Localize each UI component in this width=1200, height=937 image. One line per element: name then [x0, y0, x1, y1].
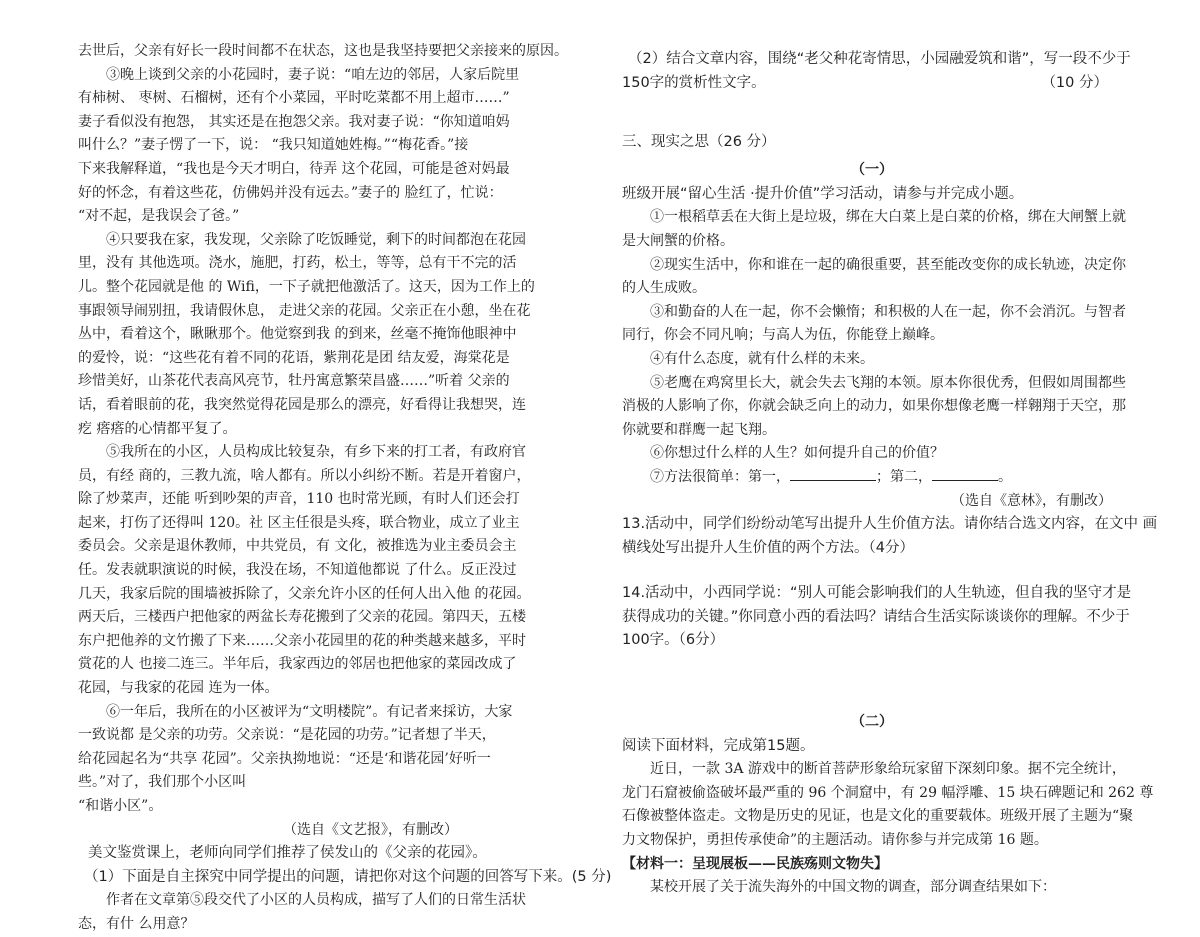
essay-line: 委员会。父亲是退休教师，中共党员，有 文化，被推选为业主委员会主 — [78, 538, 517, 555]
essay-line: 好的怀念，有着这些花，仿佛妈并没有远去。”妻子的 脸红了，忙说： — [78, 184, 503, 201]
material-line: 的人生成败。 — [622, 280, 706, 297]
essay-line: 任。发表就职演说的时候，我没在场，不知道他都说 了什么。反正没过 — [78, 562, 517, 579]
question-14-line3: 100字。（6分） — [622, 632, 725, 649]
question-2-text: 150字的赏析性文字。 — [622, 74, 766, 91]
question-14-line1: 14.活动中，小西同学说：“别人可能会影响我们的人生轨迹，但自我的坚守才是 — [622, 585, 1132, 602]
part-1-heading: （一） — [851, 162, 893, 179]
essay-line: 叫什么？”妻子愣了一下，说： “我只知道她姓梅。”“梅花香。”接 — [78, 137, 469, 154]
essay-line: 些。”对了，我们那个小区叫 — [78, 774, 247, 791]
news-line: 力文物保护，勇担传承使命”的主题活动。请你参与并完成第 16 题。 — [622, 832, 1048, 849]
essay-line: ⑥一年后，我所在的小区被评为“文明楼院”。有记者来採访，大家 — [106, 703, 513, 720]
news-body — [622, 758, 1154, 852]
question-14-line2: 获得成功的关键。”你同意小西的看法吗？请结合生活实际谈谈你的理解。不少于 — [622, 608, 1130, 625]
question-1: （1）下面是自主探究中同学提出的问题，请把你对这个问题的回答写下来。(5 分) — [84, 868, 612, 885]
question-2-line1: （2）结合文章内容，围绕“老父种花寄情思，小园融爱筑和谐”，写一段不少于 — [628, 51, 1131, 67]
essay-line: 花园，与我家的花园 连为一体。 — [78, 680, 279, 697]
material-line: ⑥你想过什么样的人生？如何提升自己的价值？ — [650, 445, 944, 462]
question-13-line1: 13.活动中，同学们纷纷动笔写出提升人生价值方法。请你结合选文内容，在文中 画 — [622, 516, 1158, 533]
section-3-heading: 三、现实之思（26 分） — [622, 134, 776, 151]
right-column — [622, 48, 1158, 900]
essay-line: 儿。整个花园就是他 的 Wifi，一下子就把他激活了。这天，因为工作上的 — [78, 278, 535, 295]
essay-line: 珍惜美好，山茶花代表高风亮节，牡丹寓意繁荣昌盛……”听着 父亲的 — [78, 373, 510, 390]
news-line: 石像被整体盗走。文物是历史的见证，也是文化的重要载体。班级开展了主题为“聚 — [622, 808, 1134, 825]
material-line: 同行，你会不同凡响；与高人为伍，你能登上巅峰。 — [622, 327, 944, 344]
material-1-title: 【材料一：呈现展板——民族殇则文物失】 — [622, 855, 888, 872]
essay-line: 的爱怜，说：“这些花有着不同的花语，紫荆花是团 结友爱，海棠花是 — [78, 349, 510, 366]
essay-line: 员，有经 商的，三教九流，啥人都有。所以小纠纷不断。若是开着窗户， — [78, 467, 531, 484]
material-line: 消极的人影响了你，你就会缺乏向上的动力，如果你想像老鹰一样翱翔于天空，那 — [622, 398, 1126, 415]
essay-line: 赏花的人 也接二连三。半年后，我家西边的邻居也把他家的菜园改成了 — [78, 656, 517, 673]
material-line: ①一根稻草丢在大街上是垃圾，绑在大白菜上是白菜的价格，绑在大闸蟹上就 — [650, 209, 1126, 226]
essay-line: “和谐小区”。 — [78, 798, 163, 814]
method-blank-1[interactable] — [790, 466, 876, 481]
essay-line: 事跟领导闹别扭，我请假休息， 走进父亲的花园。父亲正在小憩，坐在花 — [78, 302, 531, 319]
essay-line: ③晚上谈到父亲的小花园时，妻子说：“咱左边的邻居，人家后院里 — [106, 66, 520, 83]
method-middle: ；第二， — [876, 468, 932, 485]
method-suffix: 。 — [998, 468, 1012, 485]
method-blank-2[interactable] — [932, 466, 998, 481]
essay-line: 话，看着眼前的花，我突然觉得花园是那么的漂亮，好看得让我想哭，连 — [78, 396, 526, 413]
left-column — [78, 40, 612, 937]
activity-intro: 班级开展“留心生活 ·提升价值”学习活动，请参与并完成小题。 — [622, 185, 1024, 202]
question-13-line2: 横线处写出提升人生价值的两个方法。（4分） — [622, 539, 914, 556]
method-line — [622, 466, 1122, 490]
appreciation-intro: 美文鉴赏课上，老师向同学们推荐了侯发山的《父亲的花园》。 — [88, 845, 487, 862]
question-2-score: （10 分） — [1041, 74, 1108, 91]
essay-line: 疙 瘩瘩的心情都平复了。 — [78, 420, 237, 437]
material-body — [622, 206, 1126, 466]
essay-line: 里，没有 其他选项。浇水，施肥，打药，松土，等等，总有干不完的活 — [78, 255, 517, 272]
essay-line: ⑤我所在的小区，人员构成比较复杂，有乡下来的打工者，有政府官 — [106, 444, 526, 461]
question-2-line2 — [622, 72, 1122, 96]
essay-line: 起来，打伤了还得叫 120。社 区主任很是头疼，联合物业，成立了业主 — [78, 514, 520, 531]
material-source: （选自《意林》，有删改） — [951, 492, 1112, 509]
essay-line: 丛中，看着这个，瞅瞅那个。他觉察到我 的到来，丝毫不掩饰他眼神中 — [78, 326, 517, 343]
essay-line: 给花园起名为“共享 花园”。父亲执拗地说：“还是‘和谐花园’好听一 — [78, 750, 491, 767]
method-prefix: ⑦方法很简单：第一， — [650, 468, 790, 485]
news-line: 龙门石窟被偷盗破坏最严重的 96 个洞窟中，有 29 幅浮雕、15 块石碑题记和 262 尊 — [622, 784, 1154, 801]
essay-line: 妻子看似没有抱怨， 其实还是在抱怨父亲。我对妻子说：“你知道咱妈 — [78, 113, 510, 130]
essay-line: ④只要我在家，我发现，父亲除了吃饭睡觉，剩下的时间都泡在花园 — [106, 231, 526, 248]
question-1-text: 作者在文章第⑤段交代了小区的人员构成，描写了人们的日常生活状 — [106, 892, 526, 909]
news-line: 近日，一款 3A 游戏中的断首菩萨形象给玩家留下深刻印象。据不完全统计， — [650, 761, 1126, 778]
material-line: ③和勤奋的人在一起，你不会懒惰；和积极的人在一起，你不会消沉。与智者 — [650, 303, 1126, 320]
essay-line: 除了炒菜声，还能 听到吵架的声音，110 也时常光顾，有时人们还会打 — [78, 491, 520, 508]
survey-intro: 某校开展了关于流失海外的中国文物的调查，部分调查结果如下： — [650, 879, 1056, 896]
essay-line: 下来我解释道，“我也是今天才明白，待弄 这个花园，可能是爸对妈最 — [78, 160, 510, 177]
essay-body — [78, 40, 568, 819]
essay-line: 去世后，父亲有好长一段时间都不在状态，这也是我坚持要把父亲接来的原因。 — [78, 43, 568, 59]
essay-source: （选自《文艺报》，有删改） — [283, 821, 458, 838]
material-line: ⑤老鹰在鸡窝里长大，就会失去飞翔的本领。原本你很优秀，但假如周围都些 — [650, 374, 1126, 391]
question-1-text-cont: 态，有什 么用意？ — [78, 915, 195, 932]
essay-line: 有柿树、 枣树、石榴树，还有个小菜园，平时吃菜都不用上超市……” — [78, 90, 510, 107]
essay-line: 一致说都 是父亲的功劳。父亲说：“是花园的功劳。”记者想了半天， — [78, 727, 496, 744]
reading-instruction: 阅读下面材料，完成第15题。 — [622, 737, 815, 754]
material-line: 你就要和群鹰一起飞翔。 — [622, 421, 776, 438]
material-line: ④有什么态度，就有什么样的未来。 — [650, 350, 874, 367]
material-line: 是大闸蟹的价格。 — [622, 232, 734, 249]
essay-line: 几天，我家后院的围墙被拆除了，父亲允许小区的任何人出入他 的花园。 — [78, 585, 531, 602]
essay-line: 东户把他养的文竹搬了下来……父亲小花园里的花的种类越来越多，平时 — [78, 632, 526, 649]
essay-line: “对不起，是我误会了爸。” — [78, 208, 240, 225]
material-line: ②现实生活中，你和谁在一起的确很重要，甚至能改变你的成长轨迹，决定你 — [650, 256, 1126, 273]
essay-line: 两天后，三楼西户把他家的两盆长寿花搬到了父亲的花园。第四天，五楼 — [78, 609, 526, 626]
part-2-heading: （二） — [851, 714, 893, 731]
